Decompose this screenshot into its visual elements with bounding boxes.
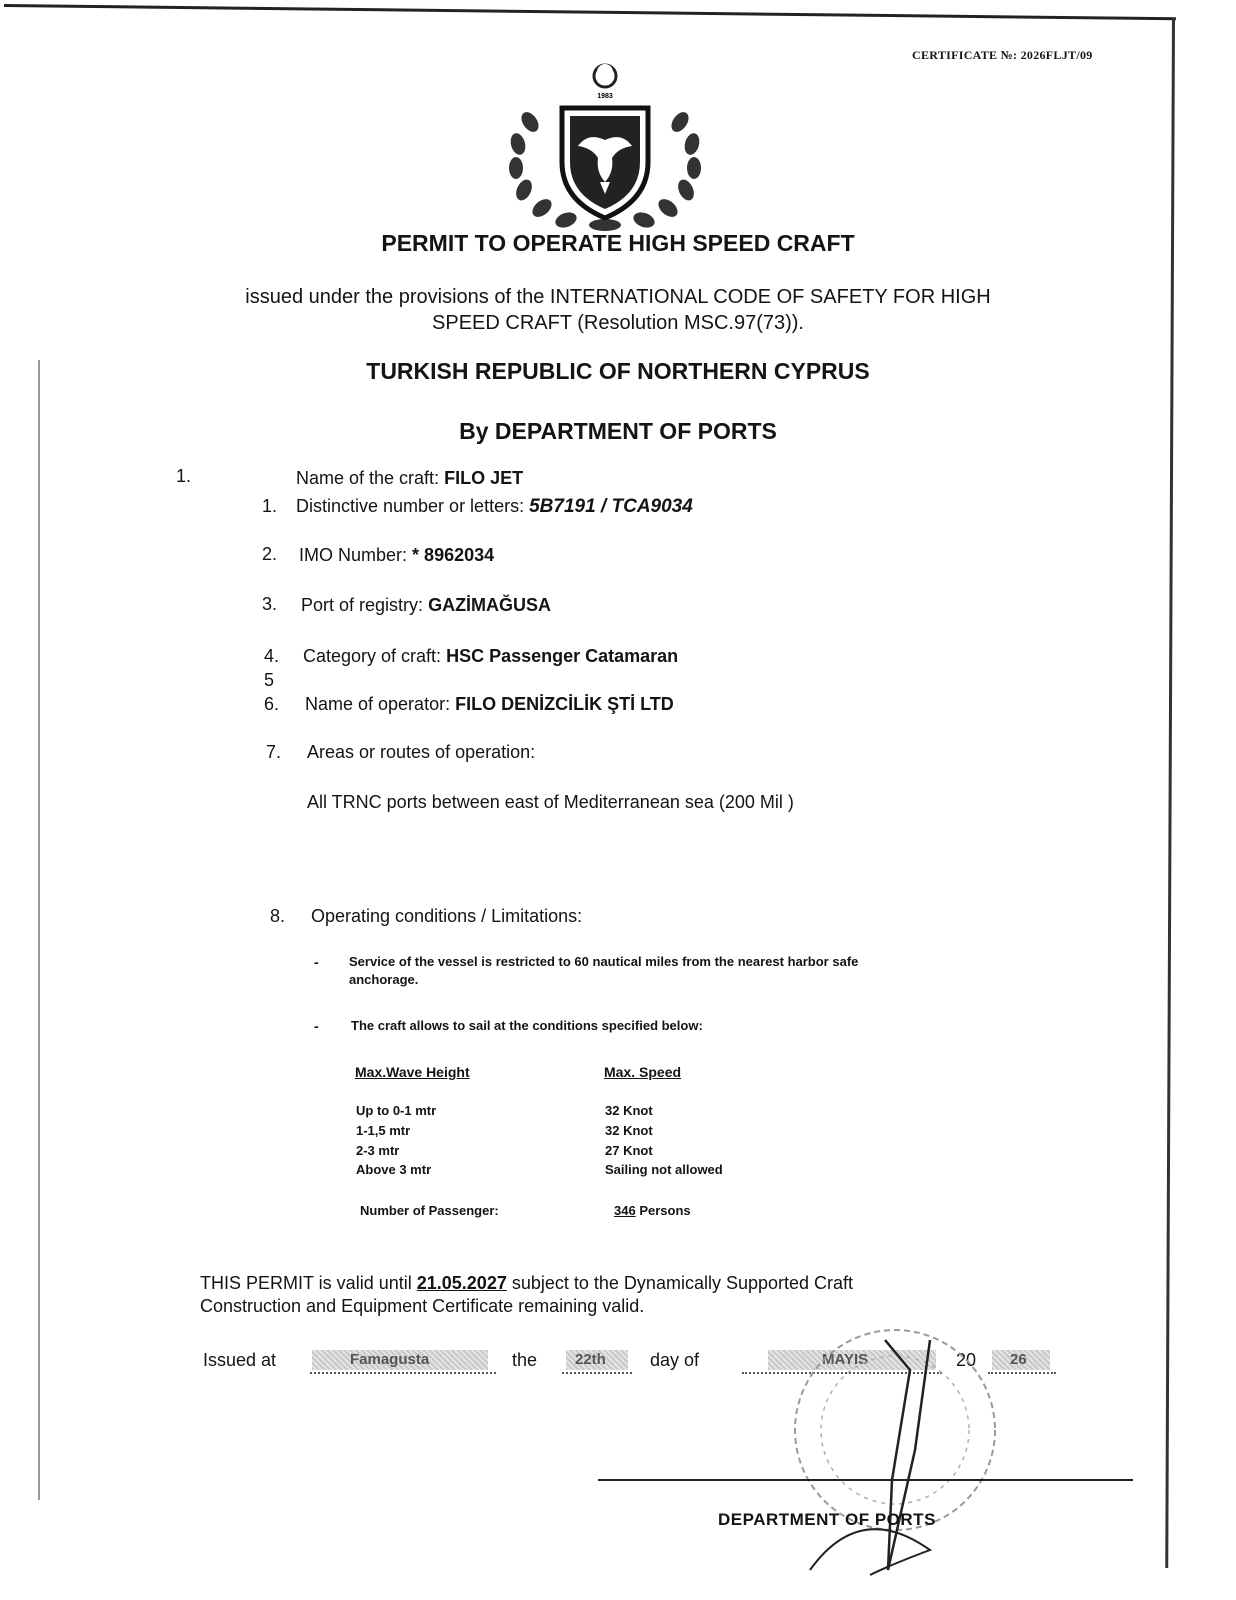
wave-height-cell: 2-3 mtr	[356, 1143, 400, 1158]
service-restriction-line-1: Service of the vessel is restricted to 60 nautical miles from the nearest harbor safe	[349, 954, 859, 969]
imo-value: * 8962034	[412, 545, 495, 565]
passenger-unit: Persons	[639, 1203, 691, 1218]
item-number: 5	[264, 670, 275, 690]
item-number: 7.	[266, 742, 282, 762]
category-value: HSC Passenger Catamaran	[446, 646, 679, 666]
document-subtitle	[160, 284, 1076, 336]
distinctive-row	[296, 496, 693, 518]
distinctive-label: Distinctive number or letters:	[296, 496, 525, 516]
areas-label: Areas or routes of operation:	[307, 742, 536, 762]
item-number: 6.	[264, 694, 280, 714]
item-number: 8.	[270, 906, 286, 926]
scan-edge-left	[38, 360, 40, 1500]
distinctive-value: 5B7191 / TCA9034	[529, 496, 693, 517]
port-row	[301, 595, 551, 616]
item-number: 1.	[176, 466, 192, 486]
max-speed-cell: 32 Knot	[605, 1103, 653, 1118]
item-number: 1.	[262, 496, 278, 516]
issued-year: 26	[1010, 1351, 1027, 1368]
category-row	[303, 646, 678, 667]
max-speed-cell: Sailing not allowed	[605, 1162, 723, 1177]
category-label: Category of craft:	[303, 646, 442, 666]
the-label: the	[512, 1350, 538, 1370]
port-label: Port of registry:	[301, 595, 424, 615]
wave-height-header: Max.Wave Height	[355, 1064, 470, 1080]
emblem-year: 1983	[597, 93, 613, 100]
issued-month: MAYIS	[822, 1351, 869, 1368]
bullet: -	[314, 954, 319, 970]
operator-label: Name of operator:	[305, 694, 451, 714]
wave-height-cell: Above 3 mtr	[356, 1162, 432, 1177]
item-number: 2.	[262, 544, 278, 564]
coat-of-arms-emblem-icon	[500, 62, 710, 232]
subtitle-line-2: SPEED CRAFT (Resolution MSC.97(73)).	[432, 312, 804, 334]
max-speed-header: Max. Speed	[604, 1064, 682, 1080]
official-stamp-icon	[770, 1320, 1020, 1580]
validity-date: 21.05.2027	[416, 1273, 507, 1293]
signature-line	[598, 1479, 1133, 1481]
validity-line-1	[200, 1272, 1020, 1295]
issuing-country: TURKISH REPUBLIC OF NORTHERN CYPRUS	[366, 358, 870, 384]
year-prefix: 20	[956, 1350, 977, 1370]
certificate-number: CERTIFICATE №: 2026FLJT/09	[912, 48, 1093, 62]
issued-day: 22th	[575, 1351, 606, 1368]
subtitle-line-1: issued under the provisions of the INTERNATIONAL CODE OF SAFETY FOR HIGH	[245, 286, 991, 308]
operator-value: FILO DENİZCİLİK ŞTİ LTD	[455, 694, 674, 714]
conditions-label: Operating conditions / Limitations:	[311, 906, 583, 926]
imo-label: IMO Number:	[299, 545, 408, 565]
max-speed-cell: 32 Knot	[605, 1123, 653, 1138]
service-restriction-line-2: anchorage.	[349, 972, 419, 987]
craft-name-row	[296, 468, 523, 489]
validity-post: subject to the Dynamically Supported Craft	[511, 1273, 854, 1293]
imo-row	[299, 545, 494, 566]
passenger-count: 346	[614, 1203, 636, 1218]
signature-department: DEPARTMENT OF PORTS	[718, 1510, 936, 1529]
page-border-top	[4, 4, 1176, 20]
validity-pre: THIS PERMIT is valid until	[200, 1273, 412, 1293]
craft-name-label: Name of the craft:	[296, 468, 440, 488]
item-number: 4.	[264, 646, 280, 666]
areas-value: All TRNC ports between east of Mediterranean sea (200 Mil )	[307, 792, 794, 812]
bullet: -	[314, 1018, 319, 1034]
issued-at-label: Issued at	[203, 1350, 277, 1370]
operator-row	[305, 694, 674, 715]
day-blank	[562, 1348, 632, 1374]
issuing-department: By DEPARTMENT OF PORTS	[459, 418, 777, 444]
sail-conditions-text: The craft allows to sail at the conditions specified below:	[351, 1018, 703, 1033]
document-title: PERMIT TO OPERATE HIGH SPEED CRAFT	[381, 230, 855, 256]
place-blank	[310, 1348, 496, 1374]
port-value: GAZİMAĞUSA	[428, 595, 552, 615]
craft-name-value: FILO JET	[444, 468, 524, 488]
passenger-label: Number of Passenger:	[360, 1203, 499, 1218]
day-of-label: day of	[650, 1350, 700, 1370]
passenger-value	[614, 1203, 691, 1218]
issued-place: Famagusta	[350, 1351, 430, 1368]
max-speed-cell: 27 Knot	[605, 1143, 653, 1158]
validity-statement	[200, 1272, 1020, 1318]
validity-line-2: Construction and Equipment Certificate remaining valid.	[200, 1296, 645, 1316]
wave-height-cell: 1-1,5 mtr	[356, 1123, 411, 1138]
item-number: 3.	[262, 594, 278, 614]
wave-height-cell: Up to 0-1 mtr	[356, 1103, 437, 1118]
